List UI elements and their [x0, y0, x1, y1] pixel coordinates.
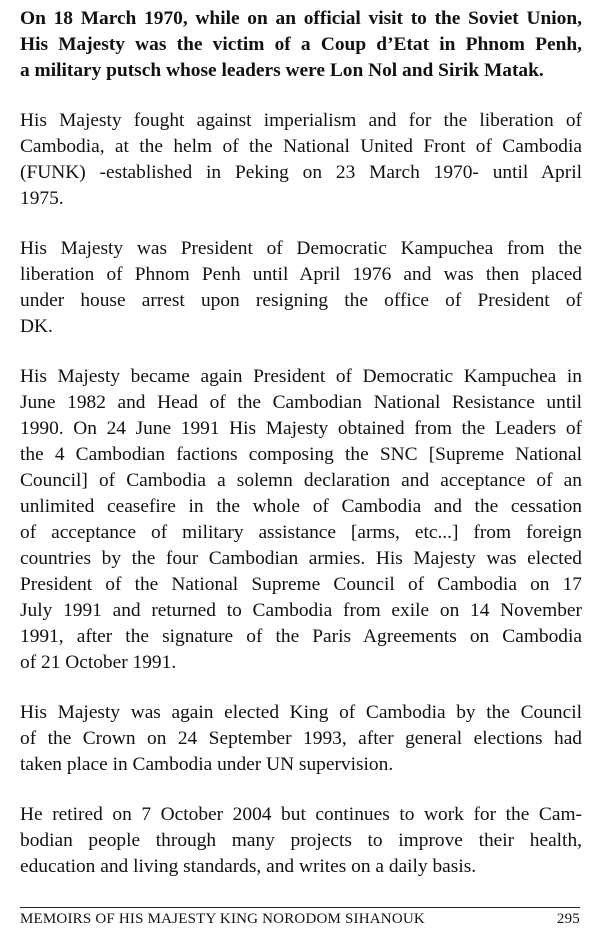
text-line: His Majesty became again President of Democratic Kampuchea in — [20, 366, 582, 387]
paragraph-coup — [20, 6, 582, 84]
paragraph-retired — [20, 802, 582, 880]
text-line: of the Crown on 24 September 1993, after general elections had — [20, 728, 582, 749]
text-line: 1991, after the signature of the Paris Agreements on Cambodia — [20, 626, 582, 647]
text-line: President of the National Supreme Council of Cambodia on 17 — [20, 574, 582, 595]
paragraph-resistance — [20, 364, 582, 676]
text-line: 1975. — [20, 188, 64, 209]
text-line: bodian people through many projects to improve their health, — [20, 830, 582, 851]
text-line: unlimited ceasefire in the whole of Cambodia and the cessation — [20, 496, 582, 517]
text-line: the 4 Cambodian factions composing the SNC [Supreme National — [20, 444, 582, 465]
text-line: DK. — [20, 316, 53, 337]
text-line: Cambodia, at the helm of the National United Front of Cambodia — [20, 136, 582, 157]
text-line: (FUNK) -established in Peking on 23 March 1970- until April — [20, 162, 582, 183]
text-line: His Majesty was again elected King of Cambodia by the Council — [20, 702, 582, 723]
text-line: He retired on 7 October 2004 but continues to work for the Cam- — [20, 804, 582, 825]
text-line: His Majesty was President of Democratic Kampuchea from the — [20, 238, 582, 259]
document-body — [20, 6, 582, 904]
text-line: liberation of Phnom Penh until April 1976 and was then placed — [20, 264, 582, 285]
text-line: On 18 March 1970, while on an official visit to the Soviet Union, — [20, 8, 582, 29]
paragraph-funk — [20, 108, 582, 212]
text-line: His Majesty was the victim of a Coup d’Etat in Phnom Penh, — [20, 34, 582, 55]
text-line: countries by the four Cambodian armies. His Majesty was elected — [20, 548, 582, 569]
text-line: June 1982 and Head of the Cambodian National Resistance until — [20, 392, 582, 413]
text-line: taken place in Cambodia under UN supervision. — [20, 754, 394, 775]
footer-divider — [20, 907, 580, 908]
page-number: 295 — [556, 911, 580, 927]
text-line: under house arrest upon resigning the office of President of — [20, 290, 582, 311]
text-line: of 21 October 1991. — [20, 652, 177, 673]
paragraph-president-dk — [20, 236, 582, 340]
paragraph-king-elected — [20, 700, 582, 778]
text-line: of acceptance of military assistance [arms, etc...] from foreign — [20, 522, 582, 543]
page-footer — [20, 910, 580, 928]
text-line: Council] of Cambodia a solemn declaration and acceptance of an — [20, 470, 582, 491]
text-line: 1990. On 24 June 1991 His Majesty obtained from the Leaders of — [20, 418, 582, 439]
text-line: education and living standards, and writes on a daily basis. — [20, 856, 477, 877]
text-line: His Majesty fought against imperialism and for the liberation of — [20, 110, 582, 131]
text-line: July 1991 and returned to Cambodia from exile on 14 November — [20, 600, 582, 621]
running-title: MEMOIRS OF HIS MAJESTY KING NORODOM SIHANOUK — [20, 911, 425, 927]
text-line: a military putsch whose leaders were Lon Nol and Sirik Matak. — [20, 60, 544, 81]
